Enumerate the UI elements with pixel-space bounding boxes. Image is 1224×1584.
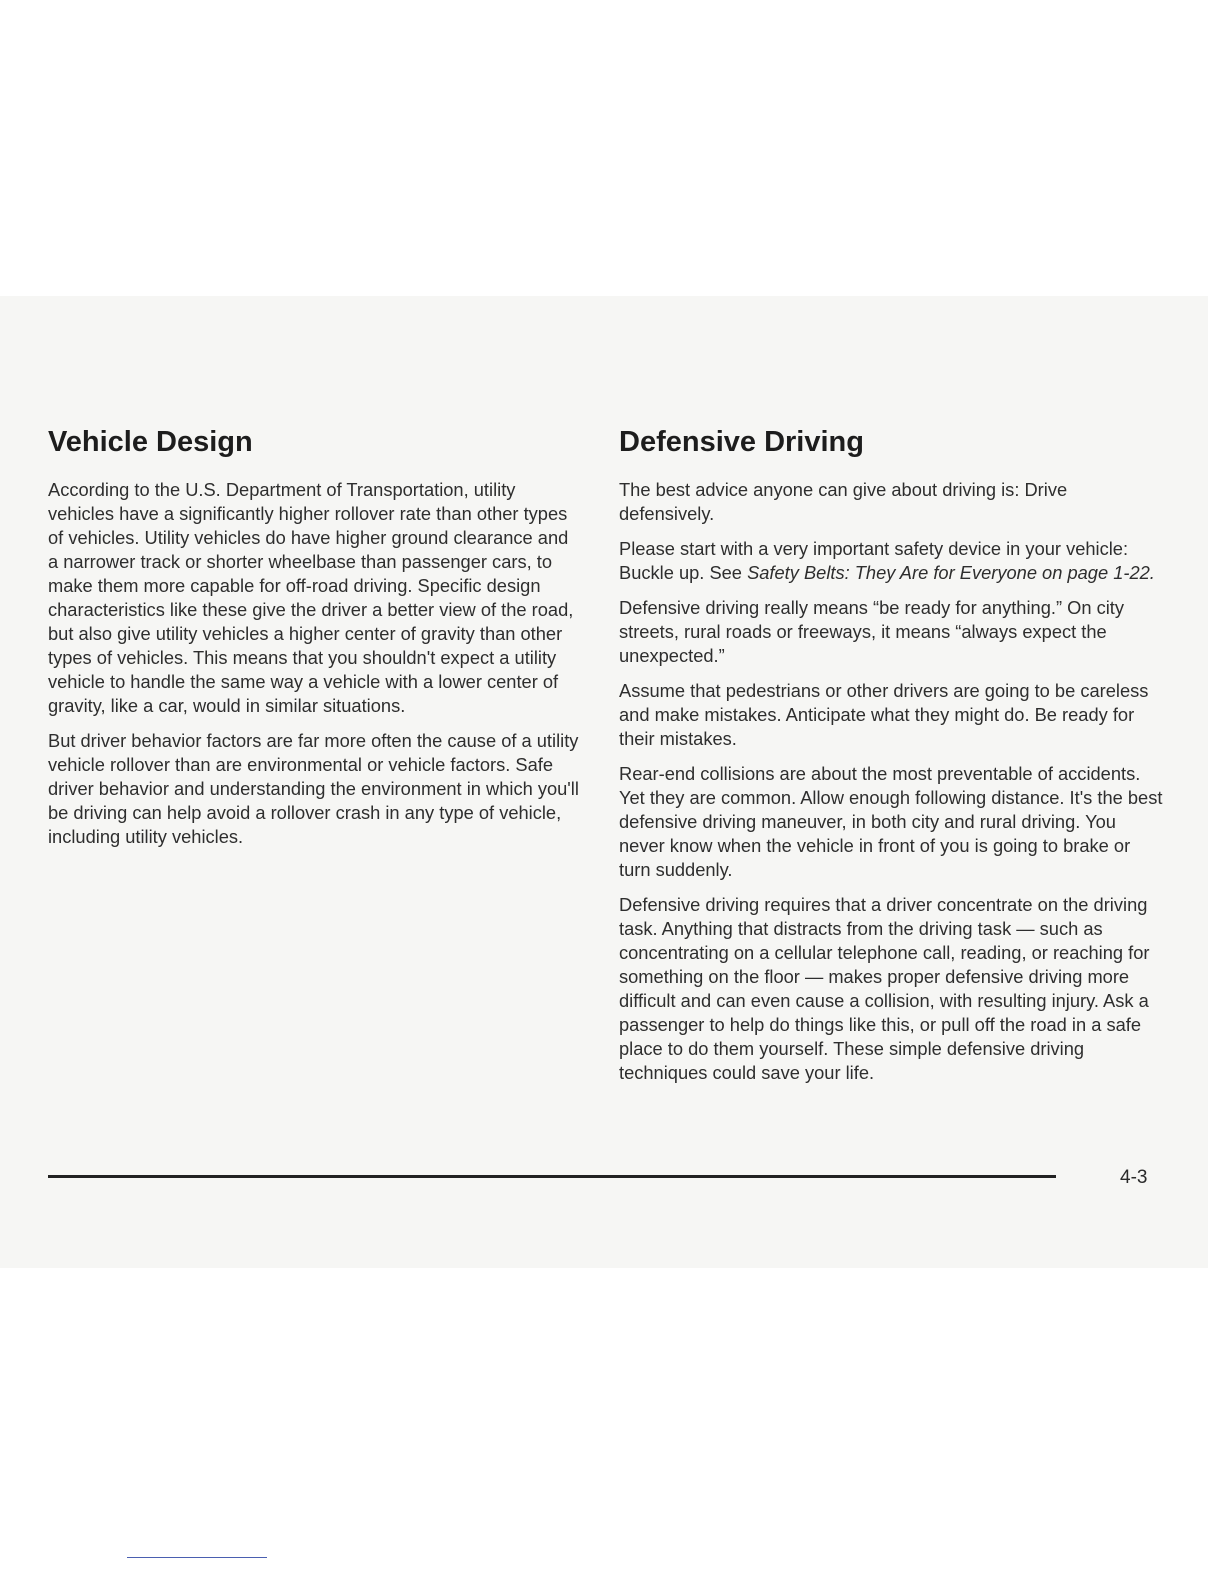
footer-rule [48,1175,1056,1178]
body-paragraph: According to the U.S. Department of Transportation, utility vehicles have a significantly higher rollover rate than other types of vehicles. Utility vehicles do have higher ground clearance and a narrower track or shorter wheelbase than passenger cars, to make them more capable for off-road driving. Specific design characteristics like these give the driver a better view of the road, but also give utility vehicles a higher center of gravity than other types of vehicles. This means that you shouldn't expect a utility vehicle to handle the same way a vehicle with a lower center of gravity, like a car, would in similar situations. [48,479,574,716]
page-number: 4-3 [1120,1167,1148,1188]
body-paragraph: The best advice anyone can give about driving is: Drive defensively. [619,479,1068,524]
body-paragraph: Rear-end collisions are about the most preventable of accidents. Yet they are common. Allow enough following distance. It's the best defensive driving maneuver, in both city and rural driving. You never know when the vehicle in front of you is going to brake or turn suddenly. [619,763,1163,880]
body-paragraph: Defensive driving requires that a driver concentrate on the driving task. Anything that distracts from the driving task — such as concentrating on a cellular telephone call, reading, or reaching for something on the floor — makes proper defensive driving more difficult and can even cause a collision, with resulting injury. Ask a passenger to help do things like this, or pull off the road in a safe place to do them yourself. These simple defensive driving techniques could save your life. [619,894,1150,1083]
section-heading: Defensive Driving [619,426,864,458]
body-paragraph: But driver behavior factors are far more often the cause of a utility vehicle rollover than are environmental or vehicle factors. Safe driver behavior and understanding the environment in which you'll be driving can help avoid a rollover crash in any type of vehicle, including utility vehicles. [48,730,579,847]
body-paragraph [619,537,1164,585]
paragraph-text: Please start with a very important safety device in your vehicle: Buckle up. See [619,538,1129,583]
cross-reference-link[interactable]: Safety Belts: They Are for Everyone on page 1-22. [747,562,1155,583]
link-underline-mark [127,1557,267,1558]
defensive-driving-section [619,424,1164,1096]
body-paragraph: Assume that pedestrians or other drivers are going to be careless and make mistakes. Anticipate what they might do. Be ready for their mistakes. [619,680,1149,749]
body-paragraph: Defensive driving really means “be ready for anything.” On city streets, rural roads or freeways, it means “always expect the unexpected.” [619,597,1124,666]
vehicle-design-section [48,424,583,860]
section-heading: Vehicle Design [48,426,253,458]
